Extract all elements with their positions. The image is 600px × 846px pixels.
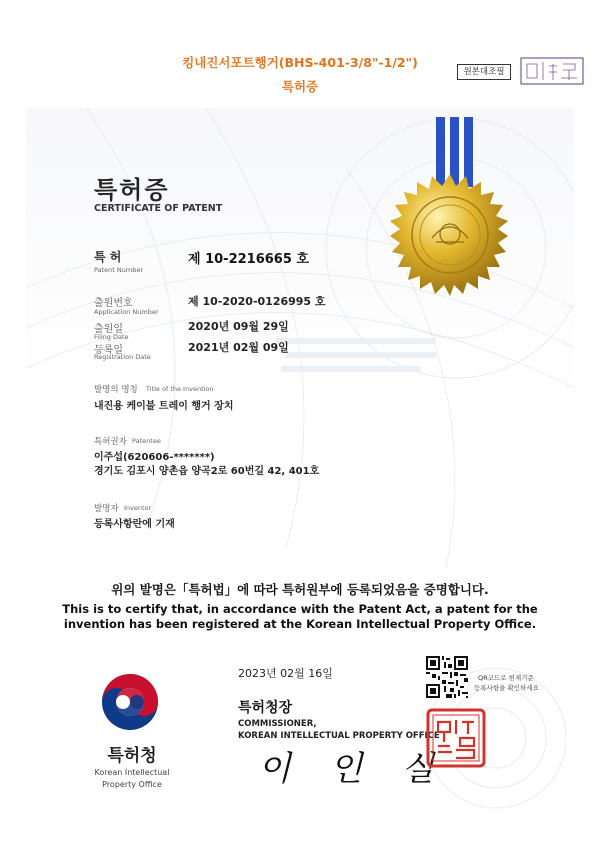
application-number-label-en: Application Number bbox=[94, 308, 159, 316]
registration-date-label: 등록일 bbox=[94, 345, 123, 356]
application-number: 제 10-2020-0126995 호 bbox=[188, 295, 326, 308]
office-name-en-line2: Property Office bbox=[102, 780, 162, 789]
official-red-seal bbox=[426, 708, 486, 768]
kipo-logo-icon bbox=[100, 672, 160, 732]
qr-note-line1: QR코드로 현재기준 bbox=[478, 674, 534, 682]
patentee-label: 특허권자 bbox=[94, 437, 127, 447]
qr-note-line2: 등록사항을 확인하세요 bbox=[474, 684, 539, 692]
office-name-ko: 특허청 bbox=[107, 746, 157, 766]
stamp-seal-icon bbox=[519, 56, 585, 86]
patentee-label-en: Patentee bbox=[132, 437, 161, 445]
patent-number: 제 10-2216665 호 bbox=[188, 252, 309, 267]
certification-statement-ko: 위의 발명은「특허법」에 따라 특허원부에 등록되었음을 증명합니다. bbox=[111, 582, 489, 597]
document-title: 특허증 bbox=[281, 79, 319, 94]
gold-seal-icon bbox=[388, 172, 512, 296]
commissioner-signature: 이 인 실 bbox=[258, 749, 449, 789]
certification-statement-en-line2: invention has been registered at the Korean Intellectual Property Office. bbox=[63, 617, 537, 631]
office-name-en-line1: Korean Intellectual bbox=[94, 768, 170, 777]
patentee-address: 경기도 김포시 양촌읍 양곡2로 60번길 42, 401호 bbox=[94, 466, 320, 477]
commissioner-title-ko: 특허청장 bbox=[238, 700, 293, 716]
filing-date-label: 출원일 bbox=[94, 324, 123, 335]
filing-date: 2020년 09월 29일 bbox=[188, 320, 289, 333]
qr-code[interactable] bbox=[426, 656, 468, 698]
patent-number-label: 특 허 bbox=[94, 250, 122, 264]
product-title: 킹내진서포트행거(BHS-401-3/8"-1/2") bbox=[182, 55, 418, 70]
issue-date: 2023년 02월 16일 bbox=[238, 667, 333, 680]
original-verified-label: 원본대조필 bbox=[457, 64, 511, 80]
inventor-label-en: Inventor bbox=[124, 504, 152, 512]
original-verified-stamp bbox=[457, 62, 585, 82]
certification-statement-en-line1: This is to certify that, in accordance with the Patent Act, a patent for the bbox=[62, 602, 538, 616]
filing-date-label-en: Filing Date bbox=[94, 333, 129, 341]
certificate-title-ko: 특허증 bbox=[94, 176, 170, 204]
inventor-value: 등록사항란에 기재 bbox=[94, 519, 175, 530]
invention-title: 내진용 케이블 트레이 행거 장치 bbox=[94, 401, 234, 412]
invention-title-label-en: Title of the Invention bbox=[146, 385, 214, 393]
registration-date: 2021년 02월 09일 bbox=[188, 341, 289, 354]
commissioner-title-en-line2: KOREAN INTELLECTUAL PROPERTY OFFICE bbox=[238, 731, 440, 741]
inventor-label: 발명자 bbox=[94, 504, 119, 514]
patent-number-label-en: Patent Number bbox=[94, 266, 144, 274]
registration-date-label-en: Registration Date bbox=[94, 353, 151, 361]
certificate-title-en: CERTIFICATE OF PATENT bbox=[94, 203, 223, 214]
patentee-name: 이주섭(620606-*******) bbox=[94, 452, 215, 463]
application-number-label: 출원번호 bbox=[94, 298, 133, 309]
commissioner-title-en-line1: COMMISSIONER, bbox=[238, 719, 317, 729]
invention-title-label: 발명의 명칭 bbox=[94, 385, 138, 395]
